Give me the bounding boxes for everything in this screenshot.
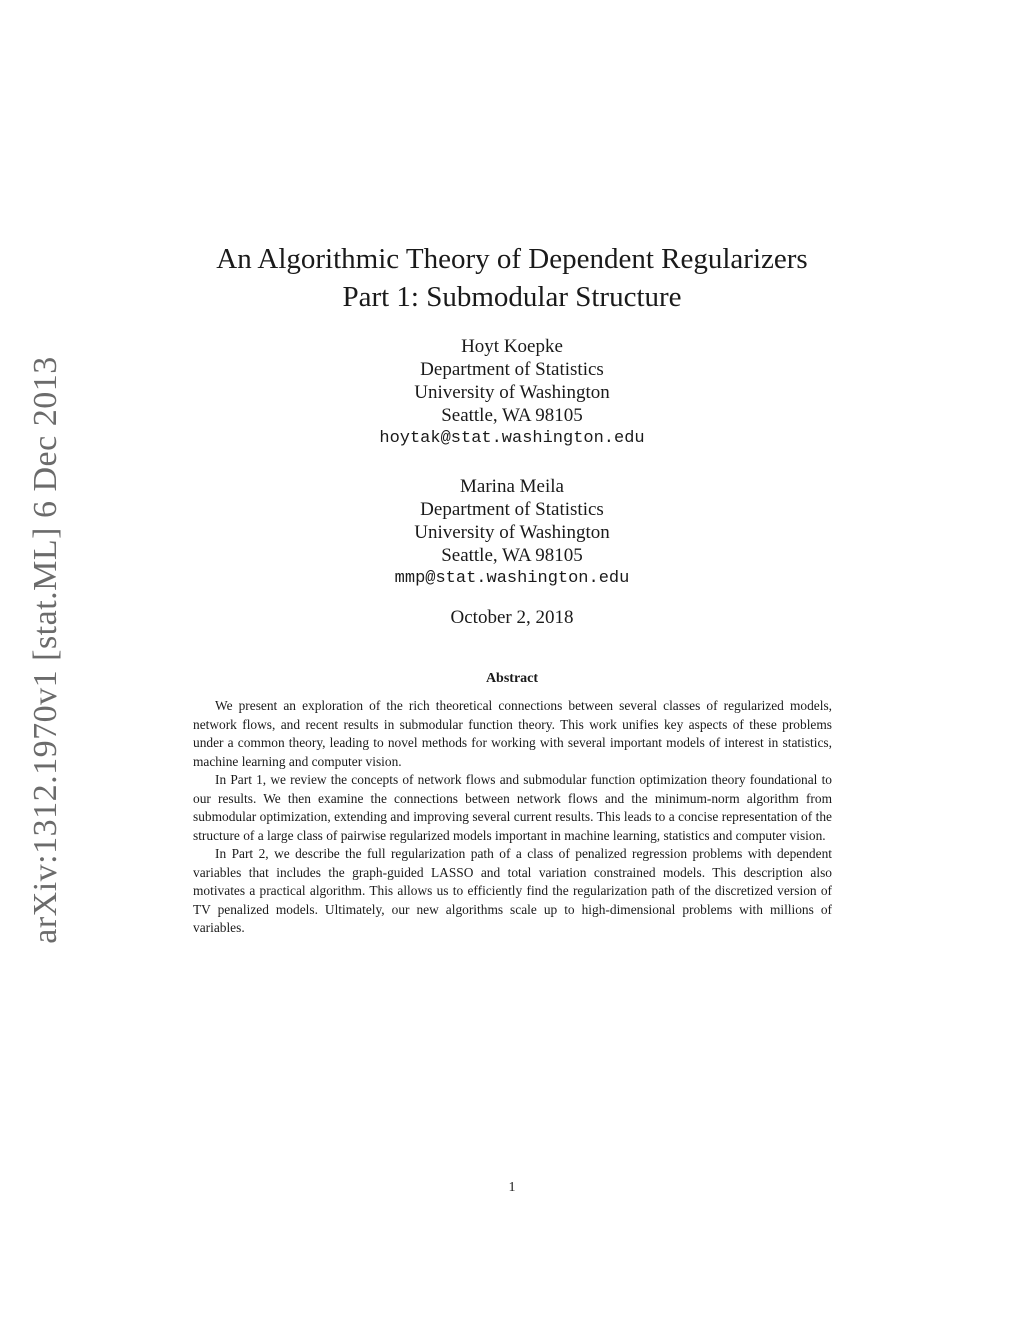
author-department: Department of Statistics — [420, 359, 604, 380]
author-block-1 — [0, 335, 1024, 450]
page-number: 1 — [508, 1180, 516, 1195]
author-department: Department of Statistics — [420, 499, 604, 520]
author-name: Marina Meila — [460, 476, 564, 497]
abstract-paragraph: In Part 1, we review the concepts of network flows and submodular function optimization theory foundational to our results. We then examine the connections between network flows and the minimum-norm algorithm from submodular optimization, extending and improving several current results. This leads to a concise representation of the structure of a large class of pairwise regularized models important in machine learning, statistics and computer vision. — [193, 772, 832, 843]
author-email: mmp@stat.washington.edu — [394, 569, 630, 588]
abstract-paragraph: In Part 2, we describe the full regularization path of a class of penalized regression problems with dependent variables that includes the graph-guided LASSO and total variation constrained models. This description also motivates a practical algorithm. This allows us to efficiently find the regularization path of the discretized version of TV penalized models. Ultimately, our new algorithms scale up to high-dimensional problems with millions of variables. — [193, 846, 832, 935]
title-line-2: Part 1: Submodular Structure — [342, 281, 682, 313]
author-email: hoytak@stat.washington.edu — [379, 429, 645, 448]
title-line-1: An Algorithmic Theory of Dependent Regularizers — [216, 243, 808, 275]
paper-date: October 2, 2018 — [450, 607, 574, 628]
author-name: Hoyt Koepke — [461, 336, 563, 357]
arxiv-stamp-text: arXiv:1312.1970v1 [stat.ML] 6 Dec 2013 — [27, 356, 64, 944]
abstract-heading: Abstract — [485, 671, 539, 686]
author-university: University of Washington — [414, 382, 610, 403]
author-university: University of Washington — [414, 522, 610, 543]
author-address: Seattle, WA 98105 — [441, 545, 583, 566]
abstract-body — [193, 697, 832, 938]
paper-title — [0, 240, 1024, 316]
author-address: Seattle, WA 98105 — [441, 405, 583, 426]
abstract-paragraph: We present an exploration of the rich theoretical connections between several classes of regularized models, network flows, and recent results in submodular function theory. This work unifies key aspects of these problems under a common theory, leading to novel methods for working with several important models of interest in statistics, machine learning and computer vision. — [193, 698, 832, 769]
author-block-2 — [0, 475, 1024, 590]
